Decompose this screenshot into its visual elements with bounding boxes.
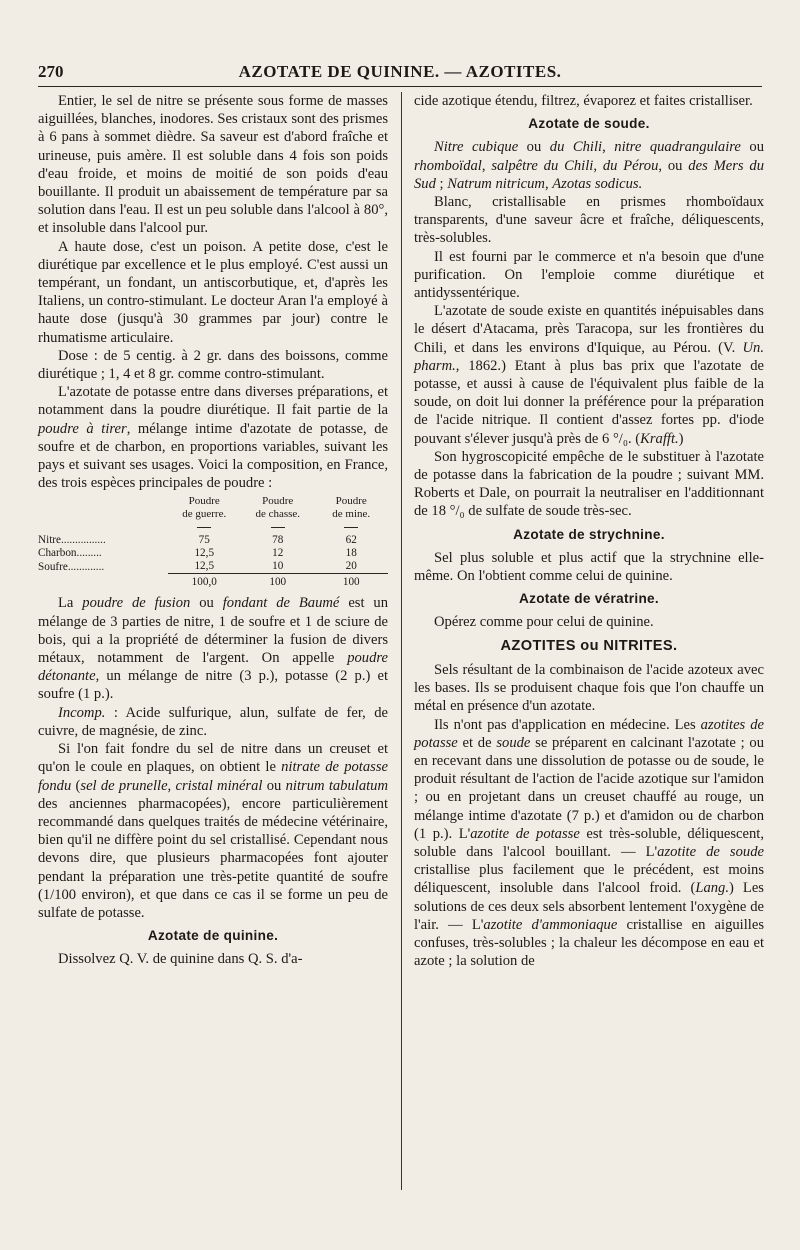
italic-term: poudre à tirer bbox=[38, 420, 127, 437]
column-header: Poudre de guerre. bbox=[182, 495, 227, 521]
section-heading-azotites: AZOTITES ou NITRITES. bbox=[500, 637, 678, 654]
paragraph: Si l'on fait fondre du sel de nitre dans un creuset et qu'on le coule en plaques, on obtient le nitrate de potasse fondu (sel de prunelle, cristal minéral ou nitrum tabulatum des anciennes pharmacopées), encore particulièrement recommandé dans quelques traités de médecine vétérinaire, bien qu'il ne diffère point du sel cristallisé. Cependant nous devons dire, que plusieurs pharmacopées font ajouter pendant la préparation une très-petite quantité de soufre (1/100 environ), et que dans ce cas il se forme un peu de sulfate de potasse. bbox=[38, 741, 389, 921]
powder-composition-table bbox=[38, 495, 388, 589]
right-column bbox=[414, 92, 764, 970]
table-cell: 75 bbox=[198, 534, 210, 547]
section-heading-quinine: Azotate de quinine. bbox=[147, 928, 279, 944]
table-row bbox=[38, 534, 388, 547]
section-heading-veratrine: Azotate de vératrine. bbox=[518, 591, 659, 607]
table-cell: 12 bbox=[272, 547, 284, 560]
row-label: Soufre............. bbox=[38, 560, 105, 573]
section-heading-strychnine: Azotate de strychnine. bbox=[513, 526, 665, 542]
italic-term: poudre de fusion bbox=[82, 595, 191, 612]
paragraph: Dissolvez Q. V. de quinine dans Q. S. d'a- bbox=[58, 951, 303, 968]
paragraph: Opérez comme pour celui de quinine. bbox=[434, 614, 654, 631]
synonyms-paragraph: Nitre cubique ou du Chili, nitre quadrangulaire ou rhomboïdal, salpêtre du Chili, du Pérou, ou des Mers du Sud ; Natrum nitricum, Azotas sodicus. bbox=[414, 139, 765, 192]
italic-term: Krafft. bbox=[640, 430, 679, 447]
italic-term: nitrate de potasse fondu bbox=[38, 759, 388, 794]
text: , mélange intime d'azotate de potasse, de soufre et de charbon, en proportions variables, suivant les pays et suivant ses usages. Voici la composition, en France, des trois espèces principales de poudre : bbox=[38, 420, 388, 492]
paragraph: cide azotique étendu, filtrez, évaporez et faites cristalliser. bbox=[414, 93, 753, 109]
paragraph: L'azotate de soude existe en quantités inépuisables dans le désert d'Atacama, près Taracopa, sur les frontières du Chili, et dans les environs d'Iquique, au Pérou. (V. Un. pharm., 1862.) Etant à plus bas prix que l'azotate de potasse, et aussi à cause de l'équivalent plus faible de la soude, on doit lui donner la préférence pour la préparation de l'acide nitrique. Il contient d'assez fortes pp. d'iode pouvant s'élever jusqu'à près de 6 °/₀. (Krafft.) bbox=[414, 303, 764, 447]
row-label: Nitre................ bbox=[38, 534, 106, 547]
paragraph: A haute dose, c'est un poison. A petite dose, c'est le diurétique par excellence et le plus employé. C'est aussi un tempérant, un fondant, un antiscorbutique, et, d'après les Italiens, un contro-stimulant. Le docteur Aran l'a employé à haute dose (jusqu'à 30 grammes par jour) contre le rhumatisme articulaire. bbox=[38, 238, 388, 346]
paragraph: Il est fourni par le commerce et n'a besoin que d'une purification. On l'emploie comme diurétique et antidyssentérique. bbox=[414, 248, 764, 302]
left-column bbox=[38, 92, 388, 969]
table-total-row bbox=[38, 574, 388, 590]
table-row bbox=[38, 547, 388, 560]
text: L'azotate de potasse entre dans diverses préparations, et notamment dans la poudre diurétique. Il fait partie de la bbox=[38, 384, 388, 419]
paragraph: La poudre de fusion ou fondant de Baumé est un mélange de 3 parties de nitre, 1 de soufre et 1 de sciure de bois, qui a la propriété de déterminer la fusion de divers métaux, notamment de l'argent. On appelle poudre détonante, un mélange de nitre (3 p.), potasse (2 p.) et soufre (1 p.). bbox=[38, 595, 389, 703]
paragraph: Sels résultant de la combinaison de l'acide azoteux avec les bases. Ils se produisent chaque fois que l'on chauffe un métal en présence d'un azotate. bbox=[414, 661, 764, 715]
column-header: Poudre de chasse. bbox=[255, 495, 301, 521]
paragraph: Sel plus soluble et plus actif que la strychnine elle-même. On l'obtient comme celui de quinine. bbox=[414, 549, 764, 585]
italic-term: nitrum tabulatum bbox=[285, 777, 389, 794]
italic-term: poudre détonante bbox=[38, 650, 388, 685]
total-cell: 100 bbox=[241, 574, 315, 590]
table-rule-row bbox=[38, 521, 388, 534]
paragraph: Entier, le sel de nitre se présente sous forme de masses aiguillées, blanches, inodores. Ses cristaux sont des prismes à 6 pans à sommet dièdre. Sa saveur est d'abord fraîche et urineuse, puis amère. Il est soluble dans 4 fois son poids d'eau froide, et moins de moitié de son poids d'eau bouillante. Il produit un abaissement de température par sa solution dans l'eau. Il est un peu soluble dans l'alcool à 80°, et insoluble dans l'alcool pur. bbox=[38, 93, 388, 237]
italic-term: sel de prunelle, cristal minéral bbox=[80, 777, 263, 794]
paragraph: Blanc, cristallisable en prismes rhomboïdaux transparents, d'une saveur âcre et fraîche, déliquescents, très-solubles. bbox=[414, 194, 764, 247]
running-header bbox=[38, 62, 762, 87]
section-heading-soude: Azotate de soude. bbox=[528, 116, 650, 132]
total-cell: 100,0 bbox=[168, 574, 242, 590]
table-row bbox=[38, 560, 388, 574]
table-cell: 12,5 bbox=[194, 547, 215, 560]
column-header: Poudre de mine. bbox=[332, 495, 371, 521]
row-label: Charbon......... bbox=[38, 547, 102, 560]
column-divider bbox=[401, 92, 402, 1190]
table-cell: 18 bbox=[345, 547, 357, 560]
table-cell: 20 bbox=[345, 560, 357, 573]
paragraph: Incomp. : Acide sulfurique, alun, sulfate de fer, de cuivre, de magnésie, de zinc. bbox=[38, 704, 388, 739]
page-number: 270 bbox=[38, 62, 64, 81]
running-title: AZOTATE DE QUININE. — AZOTITES. bbox=[238, 62, 562, 81]
table-cell: 62 bbox=[345, 534, 357, 547]
total-cell: 100 bbox=[315, 574, 389, 590]
table-cell: 10 bbox=[272, 560, 284, 573]
paragraph: Dose : de 5 centig. à 2 gr. dans des boissons, comme diurétique ; 1, 4 et 8 gr. comme contro-stimulant. bbox=[38, 347, 388, 383]
table-cell: 12,5 bbox=[194, 560, 215, 573]
paragraph: Son hygroscopicité empêche de le substituer à l'azotate de potasse dans la fabrication de la poudre ; suivant MM. Roberts et Dale, on pourrait la neutraliser en l'additionnant de 18 °/₀ de sulfate de soude très-sec. bbox=[414, 448, 764, 520]
table-cell: 78 bbox=[272, 534, 284, 547]
italic-term: Un. pharm. bbox=[414, 339, 764, 374]
italic-term: Incomp. bbox=[58, 704, 106, 721]
table-header-row bbox=[38, 495, 388, 521]
paragraph bbox=[38, 383, 388, 492]
italic-term: fondant de Baumé bbox=[222, 595, 340, 612]
paragraph: Ils n'ont pas d'application en médecine. Les azotites de potasse et de soude se préparent en calcinant l'azotate ; ou en recevant dans une dissolution de potasse ou de soude, le produit résultant de l'action de l'acide azotique sur l'amidon ; ou en projetant dans un creuset chauffé au rouge, un mélange intime d'azotate (7 p.) et d'amidon ou de charbon (1 p.). L'azotite de potasse est très-soluble, déliquescent, soluble dans l'alcool bouillant. — L'azotite de soude cristallise plus facilement que le précédent, est moins déliquescent, insoluble dans l'alcool froid. (Lang.) Les solutions de ces deux sels absorbent lentement l'oxygène de l'air. — L'azotite d'ammoniaque cristallise en aiguilles confuses, très-solubles ; la chaleur les décompose en eau et azote ; la solution de bbox=[414, 716, 765, 970]
